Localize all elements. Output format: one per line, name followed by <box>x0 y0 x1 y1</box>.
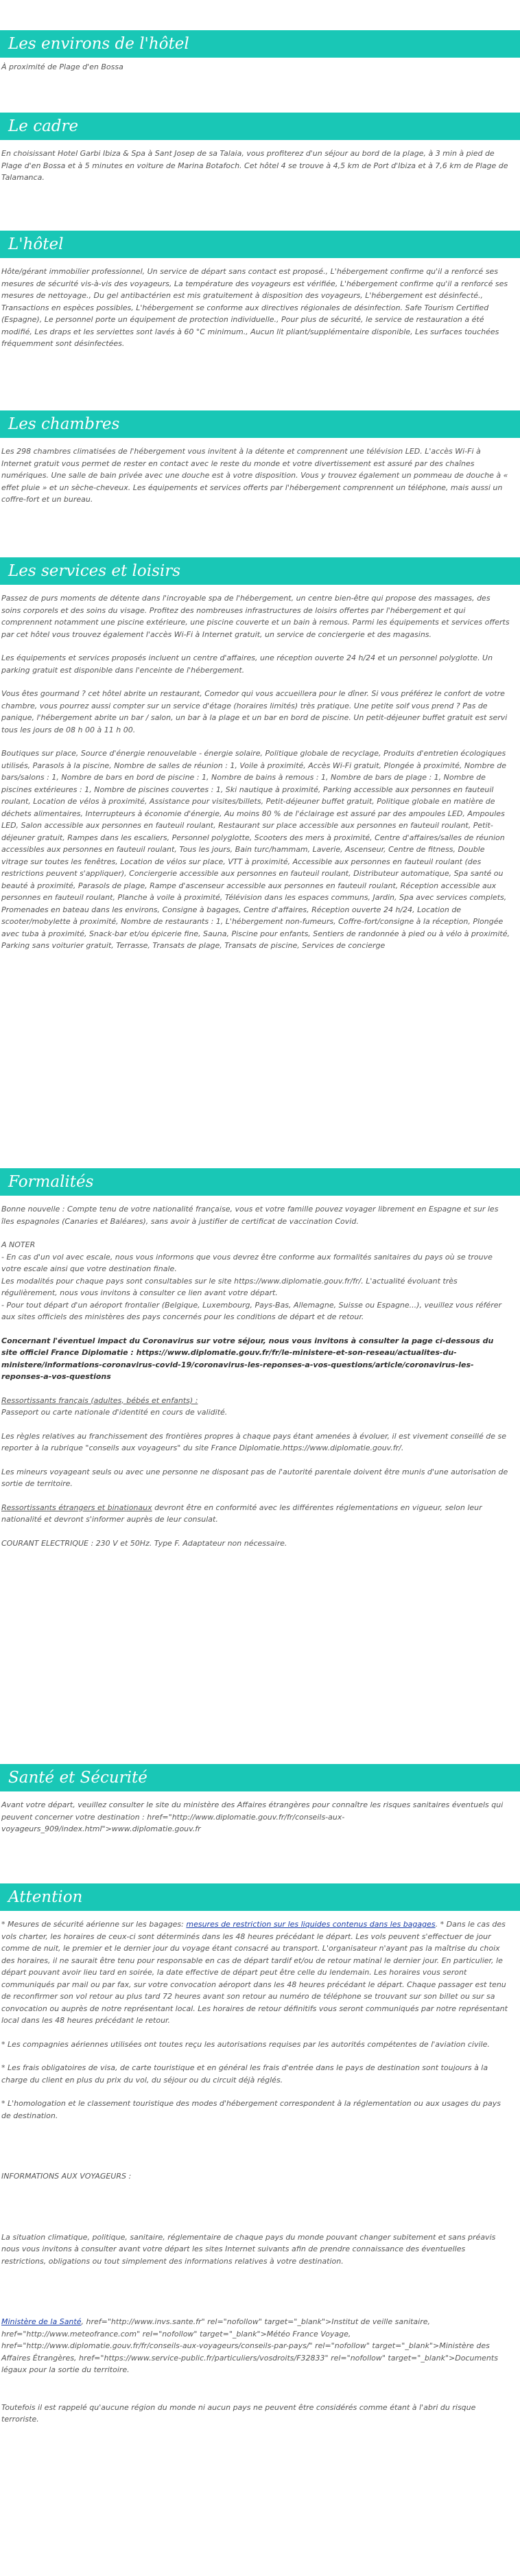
liquids-restriction-link[interactable]: mesures de restriction sur les liquides contenus dans les bagages <box>186 1920 436 1929</box>
links-text: , href="http://www.invs.sante.fr" rel="nofollow" target="_blank">Institut de veille sanitaire, href="http://www.meteofrance.com" rel="nofollow" target="_blank">Météo France Voyage, href="http://www.diplomatie.gouv.fr/fr/conseils-aux-voyageurs/conseils-par-pays/" rel="nofollow" target="_blank">Ministère des Affaires Étrangères, href="https://www.service-public.fr/particuliers/vosdroits/F32833" rel="nofollow" target="_blank">Documents légaux pour la sortie du territoire. <box>1 2317 498 2374</box>
services-paragraph-2: Les équipements et services proposés incluent un centre d'affaires, une réception ouverte 24 h/24 et un personnel polyglotte. Un parking gratuit est disponible dans l'enceinte de l'hébergement. <box>1 653 493 675</box>
nota-line: Les modalités pour chaque pays sont consultables sur le site https://www.diplomatie.gouv.fr/fr/. L'actualité évoluant très régulièrement, nous vous invitons à consulter ce lien avant votre départ. <box>1 1276 458 1297</box>
baggage-label: * Mesures de sécurité aérienne sur les bagages: <box>1 1920 187 1929</box>
services-paragraph-4: Boutiques sur place, Source d'énergie renouvelable - énergie solaire, Politique globale de recyclage, Produits d'entretien écologiques utilisés, Parasols à la piscine, Nombre de salles de réunion : 1, Voile à proximité, Accès Wi-Fi gratuit, Plongée à proximité, Nombre de bars/salons : 1, Nombre de bars en bord de piscine : 1, Nombre de bains à remous : 1, Nombre de bars de plage : 1, Nombre de piscines extérieures : 1, Nombre de piscines couvertes : 1, Ski nautique à proximité, Parking accessible aux personnes en fauteuil roulant, Location de vélos à proximité, Assistance pour visites/billets, Petit-déjeuner buffet gratuit, Politique globale en matière de déchets alimentaires, Interrupteurs à économie d'énergie, Au moins 80 % de l'éclairage est assuré par des ampoules LED, Ampoules LED, Salon accessible aux personnes en fauteuil roulant, Restaurant sur place accessible aux personnes en fauteuil roulant, Petit-déjeuner gratuit, Rampes dans les escaliers, Personnel polyglotte, Scooters des mers à proximité, Centre d'affaires/salles de réunion accessibles aux personnes en fauteuil roulant, Tous les jours, Bain turc/hammam, Laverie, Ascenseur, Centre de fitness, Double vitrage sur toutes les fenêtres, Location de vélos sur place, VTT à proximité, Accessible aux personnes en fauteuil roulant (des restrictions peuvent s'appliquer), Conciergerie accessible aux personnes en fauteuil roulant, Distributeur automatique, Spa santé ou beauté à proximité, Parasols de plage, Rampe d'ascenseur accessible aux personnes en fauteuil roulant, Réception accessible aux personnes en fauteuil roulant, Planche à voile à proximité, Télévision dans les espaces communs, Jardin, Spa avec services complets, Promenades en bateau dans les environs, Consigne à bagages, Centre d'affaires, Réception ouverte 24 h/24, Location de scooter/mobylette à proximité, Nombre de restaurants : 1, L'hébergement non-fumeurs, Coffre-fort/consigne à la réception, Plongée avec tuba à proximité, Snack-bar et/ou épicerie fine, Sauna, Piscine pour enfants, Sentiers de randonnée à pied ou à vélo à proximité, Parking sans voiturier gratuit, Terrasse, Transats de plage, Transats de piscine, Services de concierge <box>1 749 510 950</box>
electric-current-text: COURANT ELECTRIQUE : 230 V et 50Hz. Type F. Adaptateur non nécessaire. <box>1 1538 287 1548</box>
section-text: Hôte/gérant immobilier professionnel, Un service de départ sans contact est proposé., L'hébergement confirme qu'il a renforcé ses mesures de sécurité vis-à-vis des voyageurs, La température des voyageurs est vérifiée, L'hébergement confirme qu'il a renforcé ses mesures de nettoyage., Du gel antibactérien est mis gratuitement à disposition des voyageurs, L'hébergement est désinfecté., Transactions en espèces possibles, L'hébergement se conforme aux directives régionales de désinfection. Safe Tourism Certified (Espagne), Le personnel porte un équipement de protection individuelle., Pour plus de sécurité, le service de restauration a été modifié, Les draps et les serviettes sont lavés à 60 °C minimum., Aucun lit pliant/supplémentaire disponible, Les surfaces touchées fréquemment sont désinfectées. <box>1 267 508 348</box>
attention-paragraph-2: * Les compagnies aériennes utilisées ont toutes reçu les autorisations requises par les autorités compétentes de l'aviation civile. <box>1 2039 490 2049</box>
border-rules-text: Les règles relatives au franchissement des frontières propres à chaque pays étant amenées à évoluer, il est vivement conseillé de se reporter à la rubrique "conseils aux voyageurs" du site France Diplomatie.https://www.diplomatie.gouv.fr/. <box>1 1431 506 1452</box>
charter-text: . * Dans le cas des vols charter, les horaires de ceux-ci sont déterminés dans les 48 heures précédant le départ. Les vols peuvent s'effectuer de jour comme de nuit, le premier et le dernier jour du voyage étant consacré au transport. L'organisateur n'ayant pas la maîtrise du choix des horaires, il ne saurait être tenu pour responsable en cas de départ tardif et/ou de retour matinal le dernier jour. En particulier, le départ pouvant avoir lieu tard en soirée, la date effective de départ peut être celle du lendemain. Les horaires vous seront communiqués par mail ou par fax, sur votre convocation aéroport dans les 48 heures précédant le départ. Chaque passager est tenu de reconfirmer son vol retour au plus tard 72 heures avant son retour au numéro de téléphone se trouvant sur son billet ou sur sa convocation ou auprès de notre représentant local. Les horaires de retour définitifs vous seront communiqués par notre représentant local dans les 48 heures précédant le retour. <box>1 1920 508 2025</box>
section-text: À proximité de Plage d'en Bossa <box>1 62 123 71</box>
covid-notice: Concernant l'éventuel impact du Coronavirus sur votre séjour, nous vous invitons à consulter la page ci-dessous du site officiel France Diplomatie : https://www.diplomatie.gouv.fr/fr/le-ministere-et-son-reseau/actualites-du-ministere/informations-coronavirus-covid-19/coronavirus-les-reponses-a-vos-questions/article/coronavirus-les-reponses-a-vos-questions <box>1 1336 494 1381</box>
nota-label: A NOTER <box>1 1240 36 1249</box>
attention-paragraph-7: Toutefois il est rappelé qu'aucune région du monde ni aucun pays ne peuvent être considérés comme étant à l'abri du risque terroriste. <box>1 2402 476 2424</box>
nota-block <box>1 1239 512 1323</box>
attention-paragraph-3: * Les frais obligatoires de visa, de carte touristique et en général les frais d'entrée dans le pays de destination sont toujours à la charge du client en plus du prix du vol, du séjour ou du circuit déjà réglés. <box>1 2063 488 2085</box>
services-paragraph-1: Passez de purs moments de détente dans l'incroyable spa de l'hébergement, un centre bien-être qui propose des massages, des soins corporels et des soins du visage. Profitez des nombreuses infrastructures de loisirs offertes par l'hébergement et qui comprennent notamment une piscine extérieure, une piscine couverte et un bain à remous. Parmi les équipements et services offerts par cet hôtel vous trouvez également l'accès Wi-Fi à Internet gratuit, un service de conciergerie et des magasins. <box>1 594 510 639</box>
section-title: Formalités <box>0 1168 520 1196</box>
section-chambres <box>0 410 520 518</box>
section-cadre <box>0 113 520 196</box>
section-title: Attention <box>0 1883 520 1911</box>
section-title: Les services et loisirs <box>0 557 520 585</box>
french-nationals-heading: Ressortissants français (adultes, bébés et enfants) : <box>1 1395 198 1405</box>
section-sante <box>0 1764 520 1847</box>
section-title: L'hôtel <box>0 231 520 258</box>
nota-line: - En cas d'un vol avec escale, nous vous informons que vous devrez être conforme aux formalités sanitaires du pays où se trouve votre escale ainsi que votre destination finale. <box>1 1252 493 1273</box>
section-text: En choisissant Hotel Garbi Ibiza & Spa à Sant Josep de sa Talaia, vous profiterez d'un séjour au bord de la plage, à 3 min à pied de Plage d'en Bossa et à 5 minutes en voiture de Marina Botafoch. Cet hôtel 4 se trouve à 4,5 km de Port d'Ibiza et à 7,6 km de Plage de Talamanca. <box>1 149 508 182</box>
minors-text: Les mineurs voyageant seuls ou avec une personne ne disposant pas de l'autorité parentale doivent être munis d'une autorisation de sortie de territoire. <box>1 1467 508 1488</box>
services-paragraph-3: Vous êtes gourmand ? cet hôtel abrite un restaurant, Comedor qui vous accueillera pour le dîner. Si vous préférez le confort de votre chambre, vous pourrez aussi compter sur un service d'étage (horaires limités) très pratique. Une petite soif vous prend ? Pas de panique, l'hébergement abrite un bar / salon, un bar à la plage et un bar en bord de piscine. Un petit-déjeuner buffet gratuit est servi tous les jours de 08 h 00 à 11 h 00. <box>1 689 508 734</box>
attention-paragraph-4: * L'homologation et le classement touristique des modes d'hébergement correspondent à la réglementation ou aux usages du pays de destination. <box>1 2099 501 2120</box>
section-text: Les 298 chambres climatisées de l'hébergement vous invitent à la détente et comprennent une télévision LED. L'accès Wi-Fi à Internet gratuit vous permet de rester en contact avec le reste du monde et votre divertissement est assuré par des chaînes numériques. Une salle de bain privée avec une douche est à votre disposition. Vous y trouvez également un pommeau de douche à « effet pluie » et un sèche-cheveux. Les équipements et services offerts par l'hébergement comprennent un téléphone, mais aussi un coffre-fort et un bureau. <box>1 447 508 504</box>
french-nationals-text: Passeport ou carte nationale d'identité en cours de validité. <box>1 1408 228 1417</box>
nota-line: - Pour tout départ d'un aéroport frontalier (Belgique, Luxembourg, Pays-Bas, Allemagne, Suisse ou Espagne...), veuillez vous référer aux sites officiels des ministères des pays concernés pour les conditions de départ et de retour. <box>1 1300 502 1321</box>
section-title: Les chambres <box>0 410 520 438</box>
section-title: Le cadre <box>0 113 520 140</box>
foreign-nationals-paragraph <box>1 1502 512 1526</box>
section-title: Santé et Sécurité <box>0 1764 520 1791</box>
section-attention <box>0 1883 520 2437</box>
section-environs <box>0 30 520 85</box>
foreign-nationals-heading: Ressortissants étrangers et binationaux <box>1 1502 152 1512</box>
section-formalites <box>0 1168 520 1561</box>
section-hotel <box>0 231 520 362</box>
foreign-nationals-text: devront être en conformité avec les différentes réglementations en vigueur, selon leur nationalité et devront s'informer auprès de leur consulat. <box>1 1502 482 1524</box>
attention-paragraph-6 <box>1 2316 512 2376</box>
info-heading: INFORMATIONS AUX VOYAGEURS : <box>1 2172 132 2181</box>
section-text: Avant votre départ, veuillez consulter le site du ministère des Affaires étrangères pour connaître les risques sanitaires éventuels qui peuvent concerner votre destination : href="http://www.diplomatie.gouv.fr/fr/conseils-aux-voyageurs_909/index.html">www.diplomatie.gouv.fr <box>1 1800 504 1833</box>
attention-paragraph-1 <box>1 1918 512 2027</box>
sante-ministry-link[interactable]: Ministère de la Santé <box>1 2317 82 2326</box>
attention-paragraph-5: La situation climatique, politique, sanitaire, réglementaire de chaque pays du monde pouvant changer subitement et sans préavis nous vous invitons à consulter avant votre départ les sites Internet suivants afin de prendre connaissance des éventuelles restrictions, obligations ou tout simplement des informations relatives à votre destination. <box>1 2232 496 2266</box>
formalites-paragraph-1: Bonne nouvelle : Compte tenu de votre nationalité française, vous et votre famille pouvez voyager librement en Espagne et sur les îles espagnoles (Canaries et Baléares), sans avoir à justifier de certificat de vaccination Covid. <box>1 1205 499 1226</box>
section-title: Les environs de l'hôtel <box>0 30 520 58</box>
section-services <box>0 557 520 964</box>
